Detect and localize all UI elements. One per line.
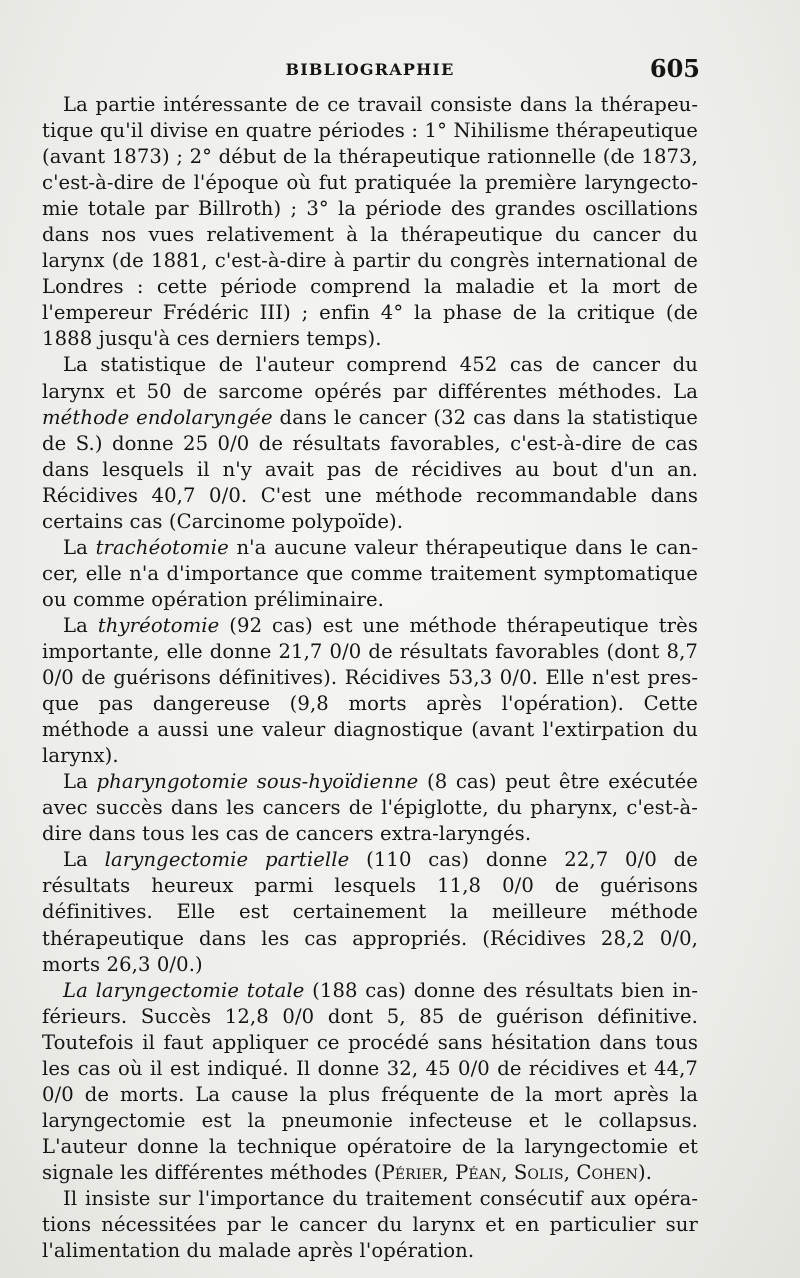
text-run: (92 cas) est une méthode thérapeutique très importante, elle donne 21,7 0/0 de résultats favorables (dont 8,7 0/0 de guérisons définitives). Récidives 53,3 0/0. Elle n'est presque pas dangereuse (9,8 morts après l'opération). Cette méthode a aussi une valeur diagnostique (avant l'extirpation du larynx). <box>42 613 698 768</box>
italic-term: pharyngotomie sous-hyoïdienne <box>96 770 419 794</box>
paragraph <box>42 769 698 847</box>
italic-term: trachéotomie <box>95 535 229 559</box>
text-run: La partie intéressante de ce travail consiste dans la thérapeutique qu'il divise en quatre périodes : 1° Nihilisme thérapeutique (avant 1873) ; 2° début de la thérapeutique rationnelle (de 1873, c'est-à-dire de l'époque où fut pratiquée la première laryngectomie totale par Billroth) ; 3° la période des grandes oscillations dans nos vues relativement à la thérapeutique du cancer du larynx (de 1881, c'est-à-dire à partir du congrès international de Londres : cette période comprend la maladie et la mort de l'empereur Frédéric III) ; enfin 4° la phase de la critique (de 1888 jusqu'à ces derniers temps). <box>42 93 698 351</box>
italic-term: thyréotomie <box>97 613 220 637</box>
italic-term: La laryngectomie totale <box>63 978 305 1002</box>
text-run: La <box>63 613 98 637</box>
paragraph <box>42 92 698 352</box>
book-page <box>42 52 698 1264</box>
running-head <box>42 52 698 92</box>
paragraph <box>42 352 698 534</box>
text-run: La statistique de l'auteur comprend 452 cas de cancer du larynx et 50 de sarcome opérés par différentes méthodes. La <box>42 353 698 403</box>
author-names: Périer, Péan, Solis, Cohen <box>381 1160 639 1184</box>
text-run: n'a aucune valeur thérapeutique dans le cancer, elle n'a d'importance que comme traitement symptomatique ou comme opération préliminaire. <box>42 535 698 611</box>
paragraph <box>42 613 698 769</box>
body-text <box>42 92 698 1264</box>
running-title: BIBLIOGRAPHIE <box>285 60 455 79</box>
paragraph <box>42 978 698 1186</box>
text-run: La <box>63 848 105 872</box>
page-number: 605 <box>649 54 700 83</box>
text-run: (188 cas) donne des résultats bien inférieurs. Succès 12,8 0/0 dont 5, 85 de guérison définitive. Toutefois il faut appliquer ce procédé sans hésitation dans tous les cas où il est indiqué. Il donne 32, 45 0/0 de récidives et 44,7 0/0 de morts. La cause la plus fréquente de la mort après la laryngectomie est la pneumonie infecteuse et le collapsus. L'auteur donne la technique opératoire de la laryngectomie et signale les différentes méthodes ( <box>42 978 698 1184</box>
italic-term: laryngectomie partielle <box>104 848 350 872</box>
paragraph <box>42 847 698 977</box>
text-run: (110 cas) donne 22,7 0/0 de résultats heureux parmi lesquels 11,8 0/0 de guérisons définitives. Elle est certainement la meilleure méthode thérapeutique dans les cas appropriés. (Récidives 28,2 0/0, morts 26,3 0/0.) <box>42 848 698 976</box>
text-run: ). <box>638 1160 653 1184</box>
italic-term: méthode endolaryngée <box>42 405 273 429</box>
text-run: La <box>63 535 96 559</box>
text-run: (8 cas) peut être exécutée avec succès dans les cancers de l'épiglotte, du pharynx, c'est-à-dire dans tous les cas de cancers extra-laryngés. <box>42 770 698 846</box>
text-run: Il insiste sur l'importance du traitement consécutif aux opérations nécessitées par le cancer du larynx et en particulier sur l'alimentation du malade après l'opération. <box>42 1186 698 1263</box>
paragraph <box>42 535 698 613</box>
paragraph <box>42 1186 698 1264</box>
text-run: La <box>63 770 97 794</box>
text-run: dans le cancer (32 cas dans la statistique de S.) donne 25 0/0 de résultats favorables, c'est-à-dire de cas dans lesquels il n'y avait pas de récidives au bout d'un an. Récidives 40,7 0/0. C'est une méthode recommandable dans certains cas (Carcinome polypoïde). <box>42 405 698 533</box>
